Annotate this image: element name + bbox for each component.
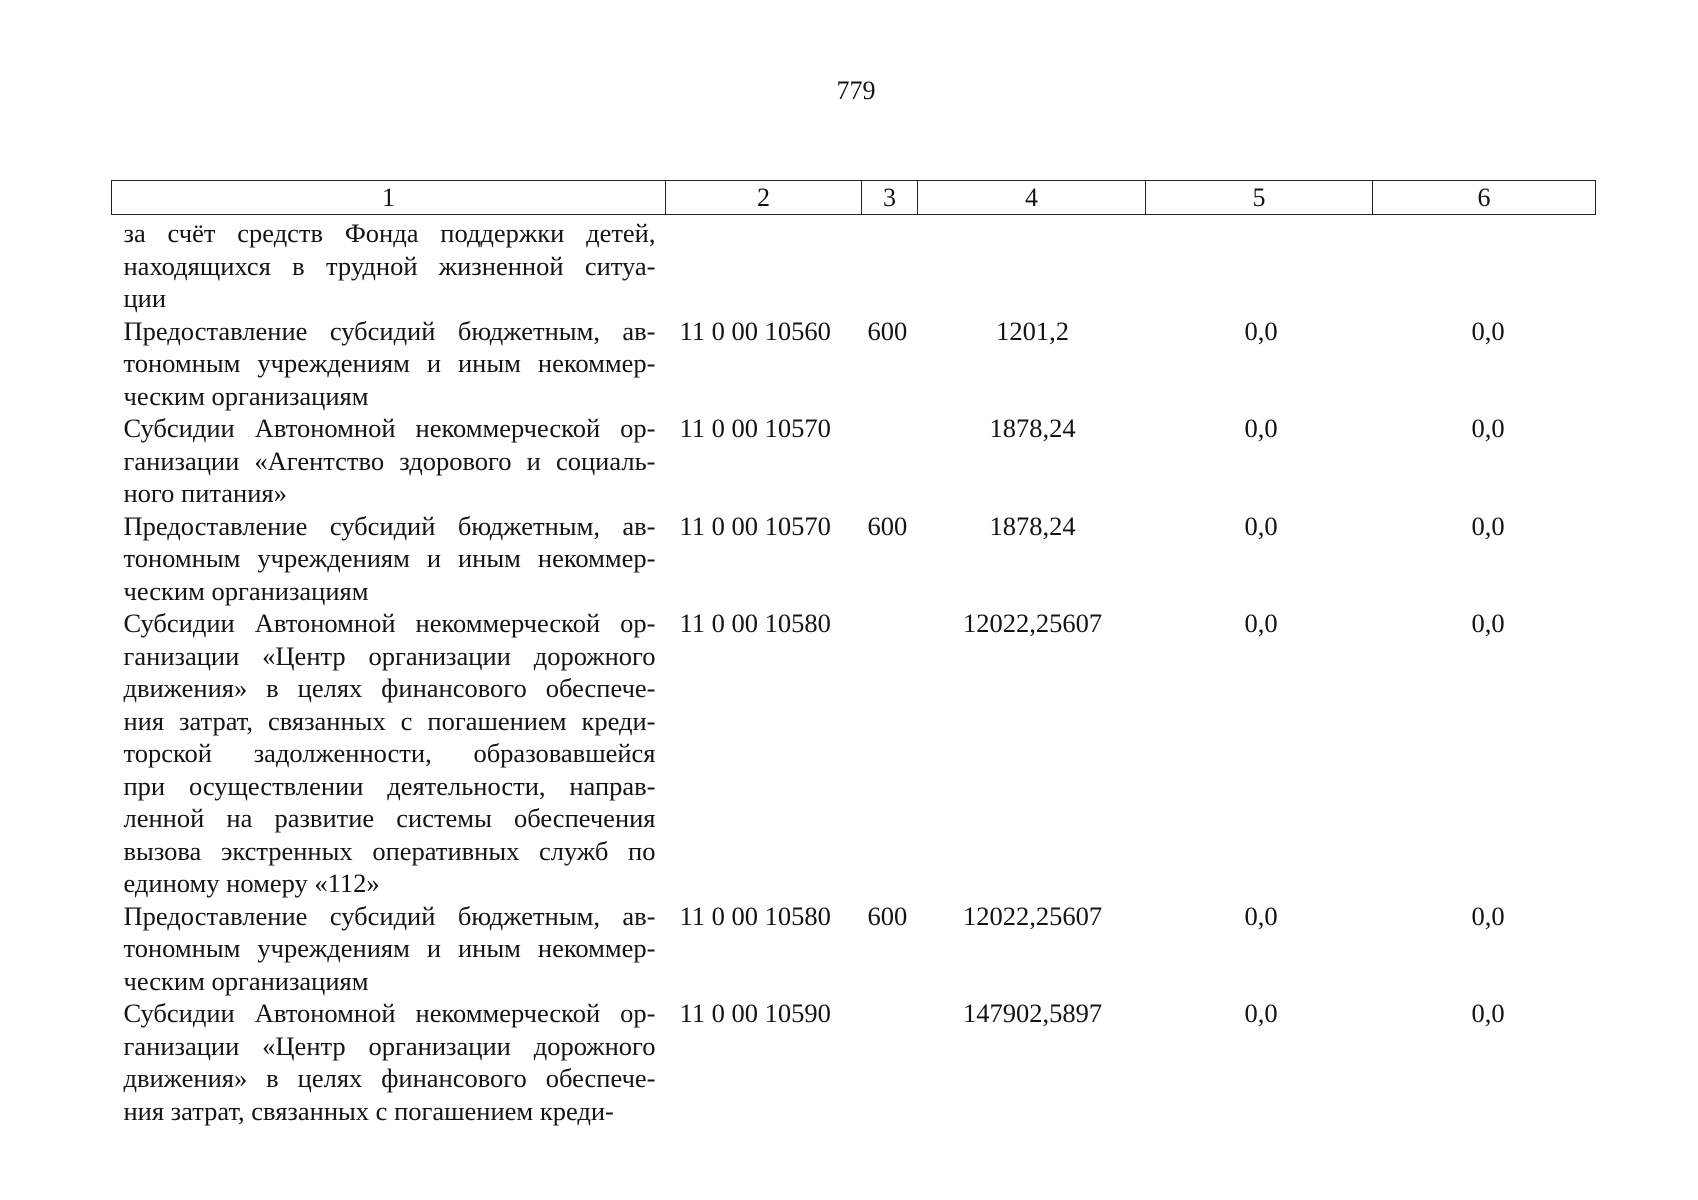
column-header-5: 5 xyxy=(1146,181,1373,215)
row-name-line: тономным учреждениям и иным некоммер- xyxy=(123,348,656,378)
column-header-4: 4 xyxy=(918,181,1146,215)
row-name-cell xyxy=(112,607,666,900)
row-kind-cell: 600 xyxy=(867,510,908,541)
row-kind-cell xyxy=(862,997,918,1127)
row-name-line: Субсидии Автономной некоммерческой ор- xyxy=(123,998,656,1028)
row-value-4-cell: 1201,2 xyxy=(996,315,1069,346)
row-code-cell xyxy=(666,215,862,315)
row-name-cell xyxy=(112,510,666,608)
row-value-6-cell: 0,0 xyxy=(1471,510,1505,541)
row-value-5-cell: 0,0 xyxy=(1244,998,1278,1028)
row-name-line: за счёт средств Фонда поддержки детей, xyxy=(123,218,656,248)
row-name-cell xyxy=(112,315,666,413)
table-row xyxy=(112,607,1596,900)
row-value-4-cell xyxy=(918,215,1146,315)
column-header-1: 1 xyxy=(112,181,666,215)
row-name-cell xyxy=(112,412,666,510)
row-name-line: единому номеру «112» xyxy=(123,868,380,898)
table-body xyxy=(112,215,1596,1128)
row-value-4-cell: 12022,25607 xyxy=(962,900,1103,931)
row-value-5-cell: 0,0 xyxy=(1244,413,1278,443)
row-name-cell xyxy=(112,215,666,315)
table-row xyxy=(112,315,1596,413)
row-value-4-cell: 1878,24 xyxy=(989,413,1076,443)
row-name-line: Субсидии Автономной некоммерческой ор- xyxy=(123,413,656,443)
row-value-4-cell: 1878,24 xyxy=(989,510,1076,541)
page-number: 779 xyxy=(836,76,876,105)
row-kind-cell: 600 xyxy=(867,315,908,346)
row-name-line: торской задолженности, образовавшейся xyxy=(123,738,656,768)
row-name-line: вызова экстренных оперативных служб по xyxy=(123,835,656,866)
row-value-5-cell: 0,0 xyxy=(1244,900,1278,931)
row-value-6-cell: 0,0 xyxy=(1471,315,1505,346)
row-value-5-cell: 0,0 xyxy=(1244,315,1278,346)
row-code-cell: 11 0 00 10570 xyxy=(679,413,831,443)
row-name-line: движения» в целях финансового обеспече- xyxy=(123,673,656,703)
row-name-line: ленной на развитие системы обеспечения xyxy=(123,803,656,833)
row-code-cell: 11 0 00 10560 xyxy=(679,315,831,346)
row-value-6-cell xyxy=(1373,215,1596,315)
row-name-line: ганизации «Агентство здорового и социаль- xyxy=(123,445,656,476)
row-name-cell xyxy=(112,900,666,998)
row-value-5-cell: 0,0 xyxy=(1244,510,1278,541)
row-name-line: ческим организациям xyxy=(123,965,369,996)
row-value-4-cell: 147902,5897 xyxy=(962,998,1103,1028)
row-value-5-cell: 0,0 xyxy=(1244,608,1278,638)
row-code-cell: 11 0 00 10580 xyxy=(679,608,831,638)
row-name-line: при осуществлении деятельности, направ- xyxy=(123,770,656,801)
row-code-cell: 11 0 00 10580 xyxy=(679,900,831,931)
table-header xyxy=(112,181,1596,215)
row-name-line: ного питания» xyxy=(123,478,287,508)
row-name-line: Предоставление субсидий бюджетным, ав- xyxy=(123,510,656,541)
table-row xyxy=(112,510,1596,608)
row-value-5-cell xyxy=(1146,215,1373,315)
table-row xyxy=(112,412,1596,510)
row-name-line: ции xyxy=(123,283,167,313)
row-name-line: ния затрат, связанных с погашением креди- xyxy=(123,705,656,736)
row-name-line: тономным учреждениям и иным некоммер- xyxy=(123,543,656,573)
row-name-line: ганизации «Центр организации дорожного xyxy=(123,1030,656,1061)
table-row xyxy=(112,900,1596,998)
row-value-4-cell: 12022,25607 xyxy=(962,608,1103,638)
table-row xyxy=(112,997,1596,1127)
row-name-line: Предоставление субсидий бюджетным, ав- xyxy=(123,315,656,346)
row-name-line: Предоставление субсидий бюджетным, ав- xyxy=(123,900,656,931)
row-name-line: находящихся в трудной жизненной ситуа- xyxy=(123,250,656,281)
row-kind-cell xyxy=(862,215,918,315)
header-row xyxy=(112,181,1596,215)
row-code-cell: 11 0 00 10570 xyxy=(679,510,831,541)
row-name-line: тономным учреждениям и иным некоммер- xyxy=(123,933,656,963)
row-name-line: ческим организациям xyxy=(123,575,369,606)
row-value-6-cell: 0,0 xyxy=(1471,608,1505,638)
row-name-line: движения» в целях финансового обеспече- xyxy=(123,1063,656,1093)
row-name-cell xyxy=(112,997,666,1127)
row-name-line: Субсидии Автономной некоммерческой ор- xyxy=(123,608,656,638)
row-name-line: ния затрат, связанных с погашением креди- xyxy=(123,1095,614,1126)
budget-table xyxy=(111,180,1596,1127)
row-name-line: ческим организациям xyxy=(123,380,369,411)
column-header-2: 2 xyxy=(666,181,862,215)
row-name-line: ганизации «Центр организации дорожного xyxy=(123,640,656,671)
row-kind-cell xyxy=(862,607,918,900)
column-header-6: 6 xyxy=(1373,181,1596,215)
row-value-6-cell: 0,0 xyxy=(1471,998,1505,1028)
row-kind-cell: 600 xyxy=(867,900,908,931)
column-header-3: 3 xyxy=(862,181,918,215)
row-kind-cell xyxy=(862,412,918,510)
row-value-6-cell: 0,0 xyxy=(1471,413,1505,443)
table-row xyxy=(112,215,1596,315)
row-code-cell: 11 0 00 10590 xyxy=(679,998,831,1028)
row-value-6-cell: 0,0 xyxy=(1471,900,1505,931)
